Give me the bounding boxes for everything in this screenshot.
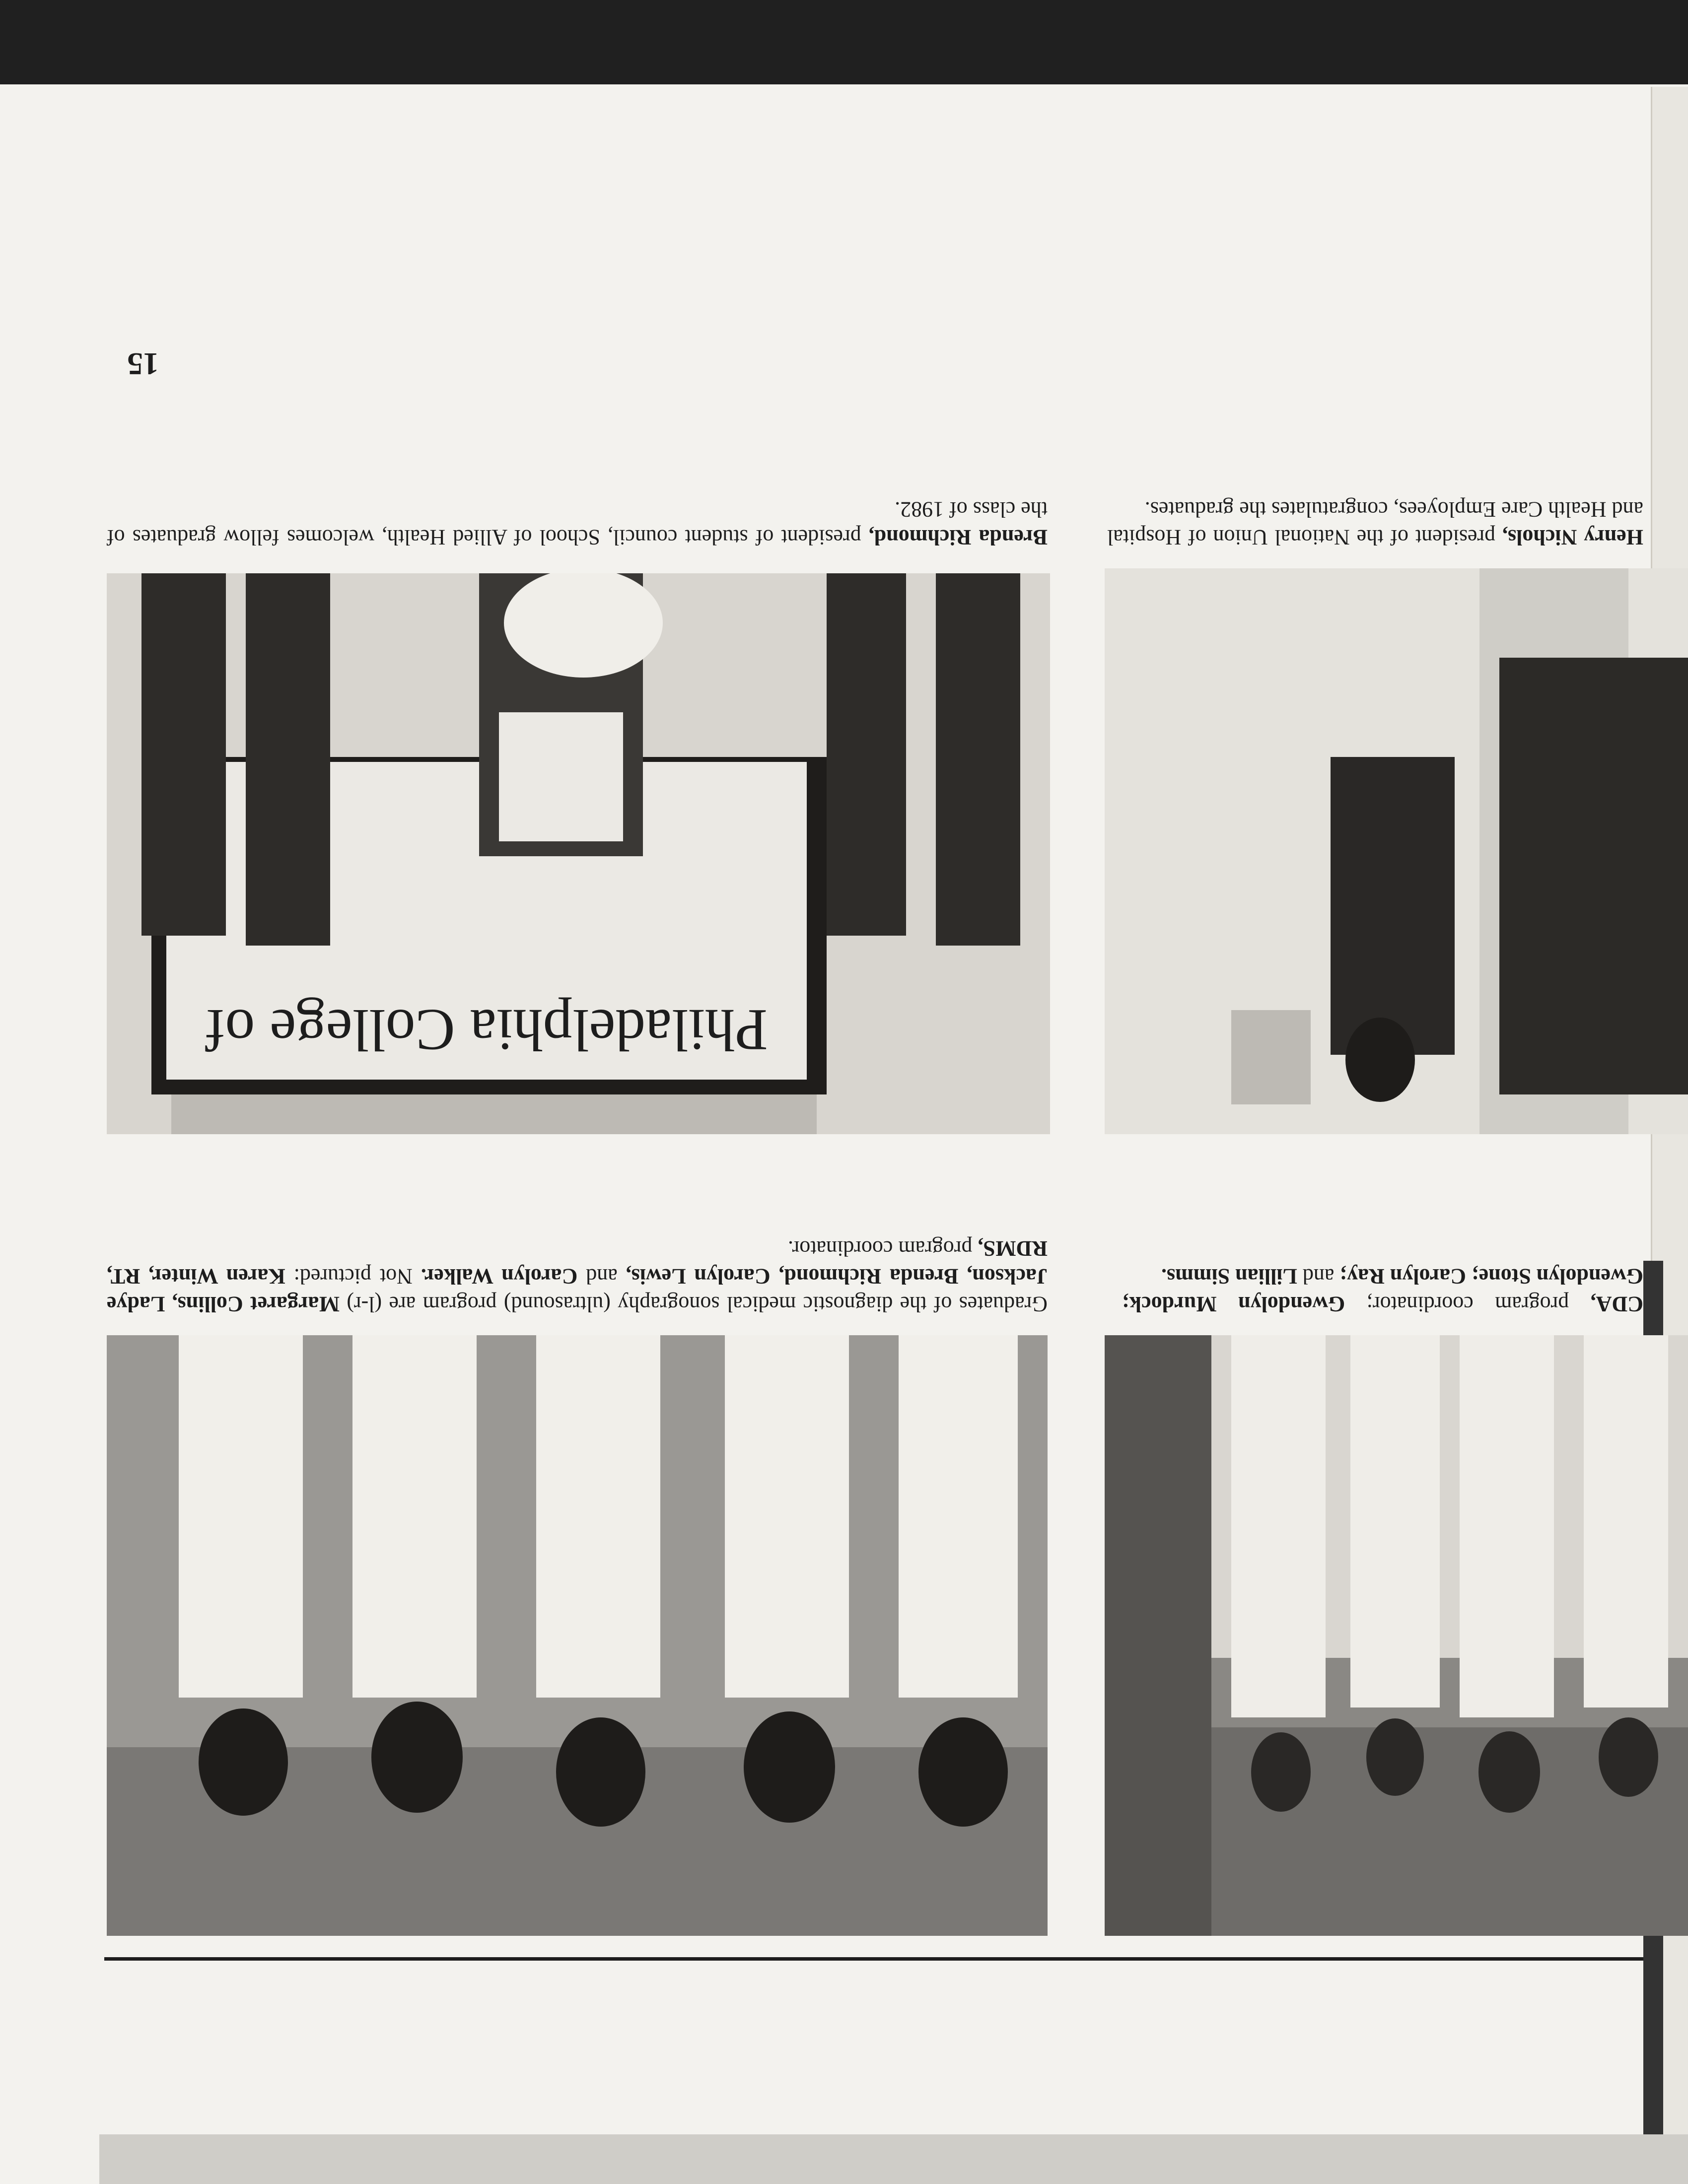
stage-photo (107, 573, 1050, 1134)
henry-caption-text: president of the National Union of Hospital and Health Care Employees, congratulates the graduates. (1107, 497, 1643, 549)
banner-text: Philadelphia College of (205, 997, 768, 1063)
cda-caption-text: program coordinator; (1345, 1292, 1591, 1316)
sonography-caption-names: Margaret Collins, Ladye Jackson, Brenda Richmond, Carolyn Lewis, (107, 1264, 1048, 1316)
cda-caption-bold: CDA, (1590, 1292, 1643, 1316)
page-number: 15 (127, 346, 159, 382)
henry-caption (1107, 495, 1643, 551)
henry-caption-name: Henry Nichols, (1502, 525, 1643, 549)
sonography-caption-and: and (577, 1264, 626, 1289)
brenda-caption-name: Brenda Richmond, (868, 525, 1048, 549)
rotated-page-content (0, 84, 1688, 2184)
sonography-caption-end: program coordinator. (787, 1236, 978, 1261)
header-band (99, 2134, 1688, 2184)
henry-nichols-photo (1105, 568, 1688, 1134)
sonography-caption-last-name: Carolyn Walker. (421, 1264, 578, 1289)
cda-caption (1122, 1262, 1643, 1318)
cda-caption-names: Gwendolyn Murdock; Gwendolyn Stone; Carolyn Ray; (1122, 1264, 1643, 1316)
brenda-caption (107, 495, 1048, 551)
cda-caption-last-name: Lillian Simms. (1161, 1264, 1297, 1289)
cda-caption-and: and (1297, 1264, 1340, 1289)
scanner-edge (0, 0, 1688, 84)
sonography-group-photo (107, 1335, 1048, 1936)
sonography-caption-text: Graduates of the diagnostic medical sonography (ultrasound) program are (l-r) (340, 1292, 1048, 1316)
cda-group-photo (1105, 1335, 1688, 1936)
section-rule (104, 1957, 1643, 1961)
sonography-caption-coordinator: Karen Winter, RT, RDMS, (107, 1236, 1048, 1289)
brenda-caption-text: president of student council, School of Allied Health, welcomes fellow graduates of the class of 1982. (107, 497, 1048, 549)
sonography-caption (107, 1234, 1048, 1318)
sonography-caption-not-pictured: Not pictured: (285, 1264, 421, 1289)
